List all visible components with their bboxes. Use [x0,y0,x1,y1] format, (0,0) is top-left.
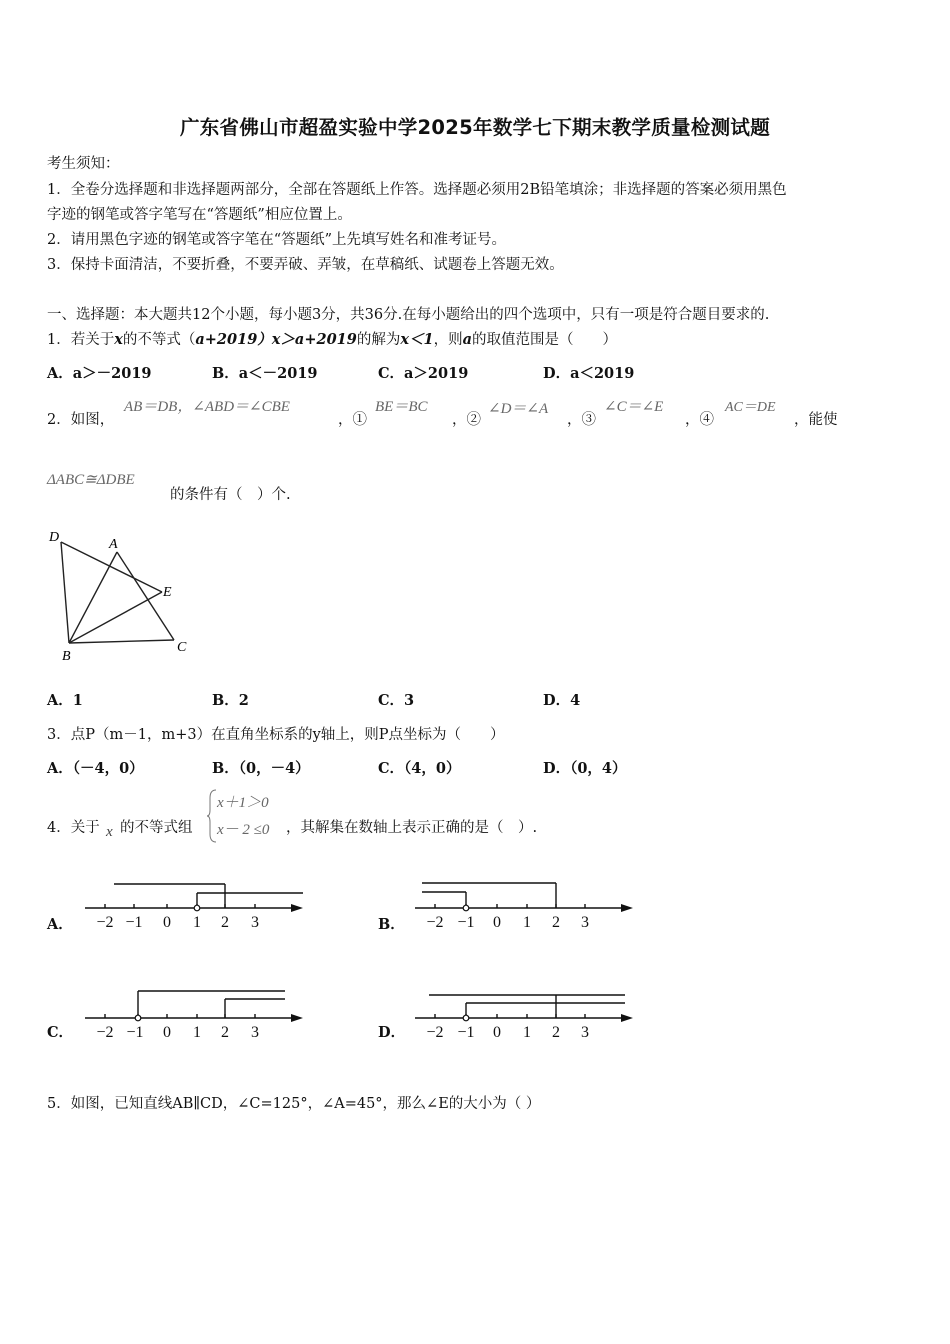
tick-label: −2 [96,1024,114,1038]
q2-tail: 的条件有（ ）个. [170,487,291,503]
q3-option-b[interactable]: B．（0，－4） [212,760,310,777]
q4-option-b-numberline[interactable] [415,878,635,930]
section-heading: 一、选择题：本大题共12个小题，每小题3分，共36分.在每小题给出的四个选项中，只有一项是符合题目要求的. [47,307,770,323]
tick-label: 0 [493,1024,501,1038]
q2-triangle-figure [40,522,210,667]
q3-option-a[interactable]: A．（－4，0） [47,760,144,777]
figure-label-b: B [62,649,71,664]
q1-solution: x＜1 [400,331,434,348]
q3-option-d[interactable]: D．（0，4） [543,760,627,777]
tick-label: −1 [125,914,143,930]
q1-mid2: 的解为 [356,332,401,348]
tick-label: 1 [523,1024,531,1038]
tick-label: −1 [457,1024,475,1038]
q4-option-d-label[interactable]: D． [378,1024,406,1041]
q4-option-d-numberline[interactable] [415,986,635,1038]
q2-option-b[interactable]: B．2 [212,692,249,709]
notice-heading: 考生须知： [47,156,120,172]
tick-label: 2 [552,1024,560,1038]
q2-sep-3: ，③ [567,412,596,428]
q1-expression: a+2019）x＞a+2019 [195,331,357,348]
q2-sep-2: ，② [452,412,481,428]
notice-item-1-line-2: 字迹的钢笔或答字笔写在“答题纸”相应位置上。 [47,207,352,223]
notice-item-2: 2．请用黑色字迹的钢笔或答字笔在“答题纸”上先填写姓名和准考证号。 [47,232,507,248]
q1-end: 的取值范围是（ ） [471,332,617,348]
tick-label: −2 [96,914,114,930]
q4-inequality-1: x＋1＞0 [217,795,269,811]
tick-label: −1 [126,1024,144,1038]
figure-label-a: A [109,537,118,552]
figure-label-e: E [163,585,172,600]
q2-option-c[interactable]: C．3 [378,692,415,709]
notice-item-1-line-1: 1．全卷分选择题和非选择题两部分，全部在答题纸上作答。选择题必须用2B铅笔填涂；非选择题的答案必须用黑色 [47,182,787,198]
q3-option-c[interactable]: C．（4，0） [378,760,461,777]
q1-option-b[interactable]: B．a＜－2019 [212,365,318,382]
q2-condition-4: AC＝DE [725,400,776,415]
tick-label: 3 [581,1024,589,1038]
tick-label: 3 [581,914,589,930]
tick-label: 3 [251,914,259,930]
figure-label-d: D [49,530,60,545]
tick-label: 1 [193,914,201,930]
q1-param: a [462,331,472,348]
q2-end: ，能使 [794,412,838,428]
tick-label: 0 [493,914,501,930]
q1-option-c[interactable]: C．a＞2019 [378,365,469,382]
tick-label: −2 [426,914,444,930]
figure-label-c: C [177,640,187,655]
q2-option-a[interactable]: A．1 [47,692,83,709]
q1-prefix: 1．若关于 [47,332,115,348]
q1-mid: 的不等式（ [122,332,196,348]
q2-sep-1: ，① [338,412,367,428]
tick-label: 2 [552,914,560,930]
q4-end: ，其解集在数轴上表示正确的是（ ）. [286,820,538,836]
q4-var: x [106,824,113,840]
tick-label: −2 [426,1024,444,1038]
tick-label: 2 [221,914,229,930]
notice-item-3: 3．保持卡面清洁，不要折叠，不要弄破、弄皱，在草稿纸、试题卷上答题无效。 [47,257,564,273]
q1-option-d[interactable]: D．a＜2019 [543,365,635,382]
q4-option-a-label[interactable]: A． [47,916,73,933]
q4-option-b-label[interactable]: B． [378,916,405,933]
q2-congruence: ΔABC≅ΔDBE [47,472,135,488]
tick-label: 3 [251,1024,259,1038]
q1-var: x [114,331,123,348]
tick-label: 1 [523,914,531,930]
q1-mid3: ，则 [433,332,463,348]
tick-label: 1 [193,1024,201,1038]
question-3-stem: 3．点P（m－1，m+3）在直角坐标系的y轴上，则P点坐标为（ ） [47,727,505,743]
q4-inequality-2: x－ 2 ≤0 [217,822,270,838]
q1-option-a[interactable]: A．a＞－2019 [47,365,152,382]
tick-label: 0 [163,914,171,930]
q2-prefix: 2．如图， [47,412,115,428]
q4-prefix: 4．关于 [47,820,100,836]
q2-sep-4: ，④ [685,412,714,428]
q2-condition-1: BE＝BC [375,399,428,415]
q2-option-d[interactable]: D．4 [543,692,581,709]
q4-option-c-label[interactable]: C． [47,1024,74,1041]
question-1-stem [47,328,617,349]
tick-label: 2 [221,1024,229,1038]
q4-option-c-numberline[interactable] [85,986,305,1038]
tick-label: 0 [163,1024,171,1038]
question-5-stem: 5．如图，已知直线AB∥CD，∠C=125°，∠A=45°，那么∠E的大小为（ ） [47,1096,541,1112]
q2-condition-3: ∠C＝∠E [604,399,664,415]
q4-option-a-numberline[interactable] [85,878,305,930]
q4-mid: 的不等式组 [120,820,193,836]
page-title: 广东省佛山市超盈实验中学2025年数学七下期末教学质量检测试题 [179,116,771,139]
q2-condition-2: ∠D＝∠A [488,401,549,417]
q2-given: AB＝DB，∠ABD＝∠CBE [124,399,290,415]
tick-label: −1 [457,914,475,930]
